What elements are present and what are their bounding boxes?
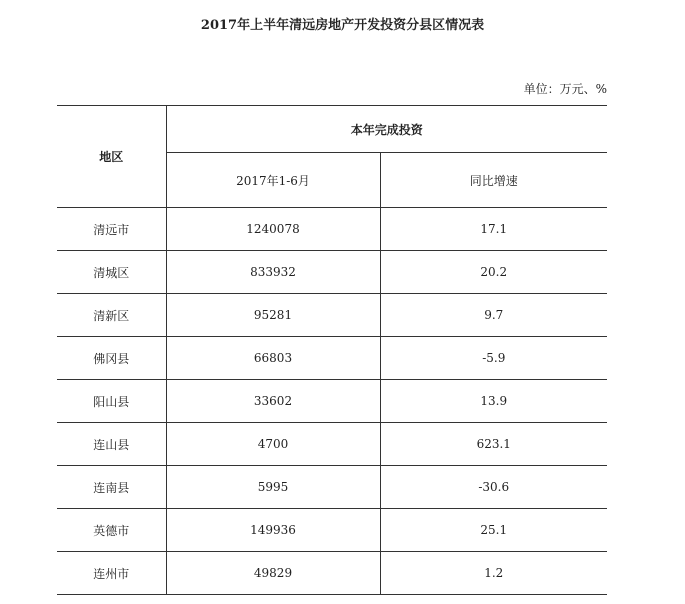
growth-cell: 13.9 [380,380,607,423]
growth-cell: 17.1 [380,208,607,251]
growth-cell: 20.2 [380,251,607,294]
value-cell: 5995 [166,466,380,509]
value-cell: 33602 [166,380,380,423]
value-cell: 4700 [166,423,380,466]
period-header: 2017年1-6月 [166,153,380,208]
table-row [57,337,607,380]
region-cell: 清城区 [57,251,166,294]
value-cell: 49829 [166,552,380,595]
growth-cell: 623.1 [380,423,607,466]
growth-header: 同比增速 [380,153,607,208]
region-cell: 清新区 [57,294,166,337]
investment-table [57,105,607,595]
region-cell: 清远市 [57,208,166,251]
table-row [57,509,607,552]
value-cell: 66803 [166,337,380,380]
region-header: 地区 [57,106,166,208]
value-cell: 149936 [166,509,380,552]
investment-group-header: 本年完成投资 [166,106,607,153]
table-row [57,466,607,509]
table-row [57,208,607,251]
region-cell: 连山县 [57,423,166,466]
growth-cell: -30.6 [380,466,607,509]
value-cell: 95281 [166,294,380,337]
table-row [57,423,607,466]
region-cell: 连州市 [57,552,166,595]
region-cell: 连南县 [57,466,166,509]
region-cell: 英德市 [57,509,166,552]
table-row [57,294,607,337]
growth-cell: 25.1 [380,509,607,552]
value-cell: 833932 [166,251,380,294]
value-cell: 1240078 [166,208,380,251]
region-cell: 阳山县 [57,380,166,423]
table-row [57,380,607,423]
unit-note: 单位：万元、% [523,82,607,96]
table-row [57,251,607,294]
region-cell: 佛冈县 [57,337,166,380]
growth-cell: 9.7 [380,294,607,337]
growth-cell: 1.2 [380,552,607,595]
growth-cell: -5.9 [380,337,607,380]
table-row [57,552,607,595]
table-title: 2017年上半年清远房地产开发投资分县区情况表 [200,18,485,33]
